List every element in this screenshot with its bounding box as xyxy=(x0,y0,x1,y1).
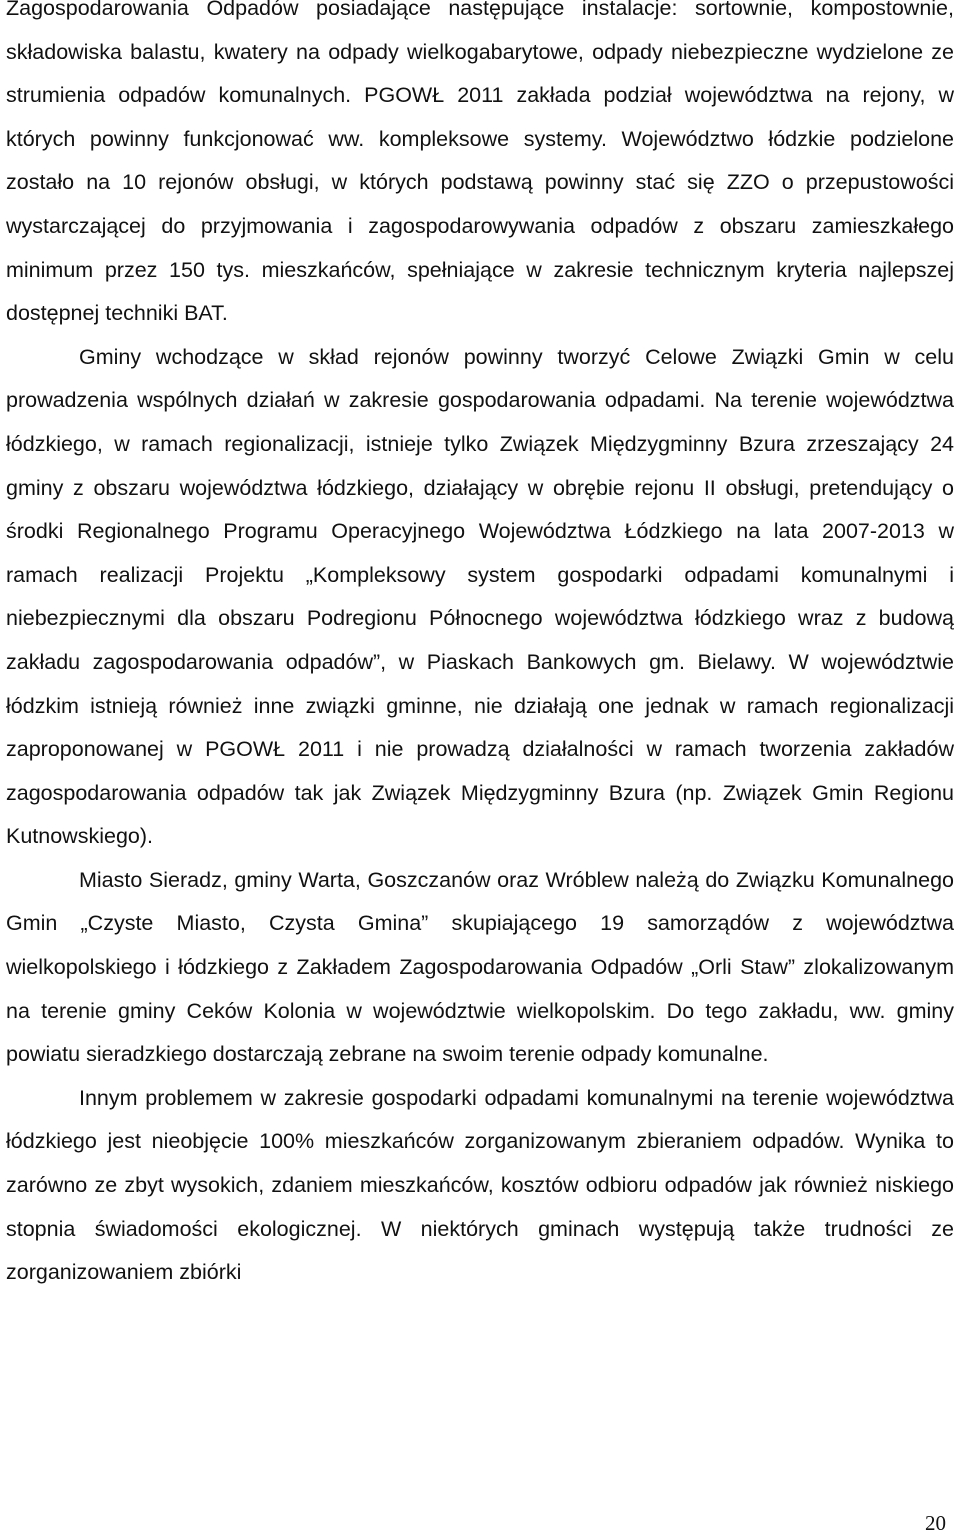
document-body xyxy=(6,0,954,1295)
paragraph-problem: Innym problemem w zakresie gospodarki odpadami komunalnymi na terenie województwa łódzkiego jest nieobjęcie 100% mieszkańców zorganizowanym zbieraniem odpadów. Wynika to zarówno ze zbyt wysokich, zdaniem mieszkańców, kosztów odbioru odpadów jak również niskiego stopnia świadomości ekologicznej. W niektórych gminach występują także trudności ze zorganizowaniem zbiórki xyxy=(6,1085,954,1285)
paragraph-continuation: Zagospodarowania Odpadów posiadające następujące instalacje: sortownie, kompostownie, składowiska balastu, kwatery na odpady wielkogabarytowe, odpady niebezpieczne wydzielone ze strumienia odpadów komunalnych. PGOWŁ 2011 zakłada podział województwa na rejony, w których powinny funkcjonować ww. kompleksowe systemy. Województwo łódzkie podzielone zostało na 10 rejonów obsługi, w których podstawą powinny stać się ZZO o przepustowości wystarczającej do przyjmowania i zagospodarowywania odpadów z obszaru zamieszkałego minimum przez 150 tys. mieszkańców, spełniające w zakresie technicznym kryteria najlepszej dostępnej techniki BAT. xyxy=(6,0,954,326)
page-number: 20 xyxy=(925,1511,946,1535)
paragraph-gminy: Gminy wchodzące w skład rejonów powinny tworzyć Celowe Związki Gmin w celu prowadzenia wspólnych działań w zakresie gospodarowania odpadami. Na terenie województwa łódzkiego, w ramach regionalizacji, istnieje tylko Związek Międzygminny Bzura zrzeszający 24 gminy z obszaru województwa łódzkiego, działający w obrębie rejonu II obsługi, pretendujący o środki Regionalnego Programu Operacyjnego Województwa Łódzkiego na lata 2007-2013 w ramach realizacji Projektu „Kompleksowy system gospodarki odpadami komunalnymi i niebezpiecznymi dla obszaru Podregionu Północnego województwa łódzkiego wraz z budową zakładu zagospodarowania odpadów”, w Piaskach Bankowych gm. Bielawy. W województwie łódzkim istnieją również inne związki gminne, nie działają one jednak w ramach regionalizacji zaproponowanej w PGOWŁ 2011 i nie prowadzą działalności w ramach tworzenia zakładów zagospodarowania odpadów tak jak Związek Międzygminny Bzura (np. Związek Gmin Regionu Kutnowskiego). xyxy=(6,344,954,849)
paragraph-sieradz: Miasto Sieradz, gminy Warta, Goszczanów oraz Wróblew należą do Związku Komunalnego Gmin „Czyste Miasto, Czysta Gmina” skupiającego 19 samorządów z województwa wielkopolskiego i łódzkiego z Zakładem Zagospodarowania Odpadów „Orli Staw” zlokalizowanym na terenie gminy Ceków Kolonia w województwie wielkopolskim. Do tego zakładu, ww. gminy powiatu sieradzkiego dostarczają zebrane na swoim terenie odpady komunalne. xyxy=(6,867,954,1067)
